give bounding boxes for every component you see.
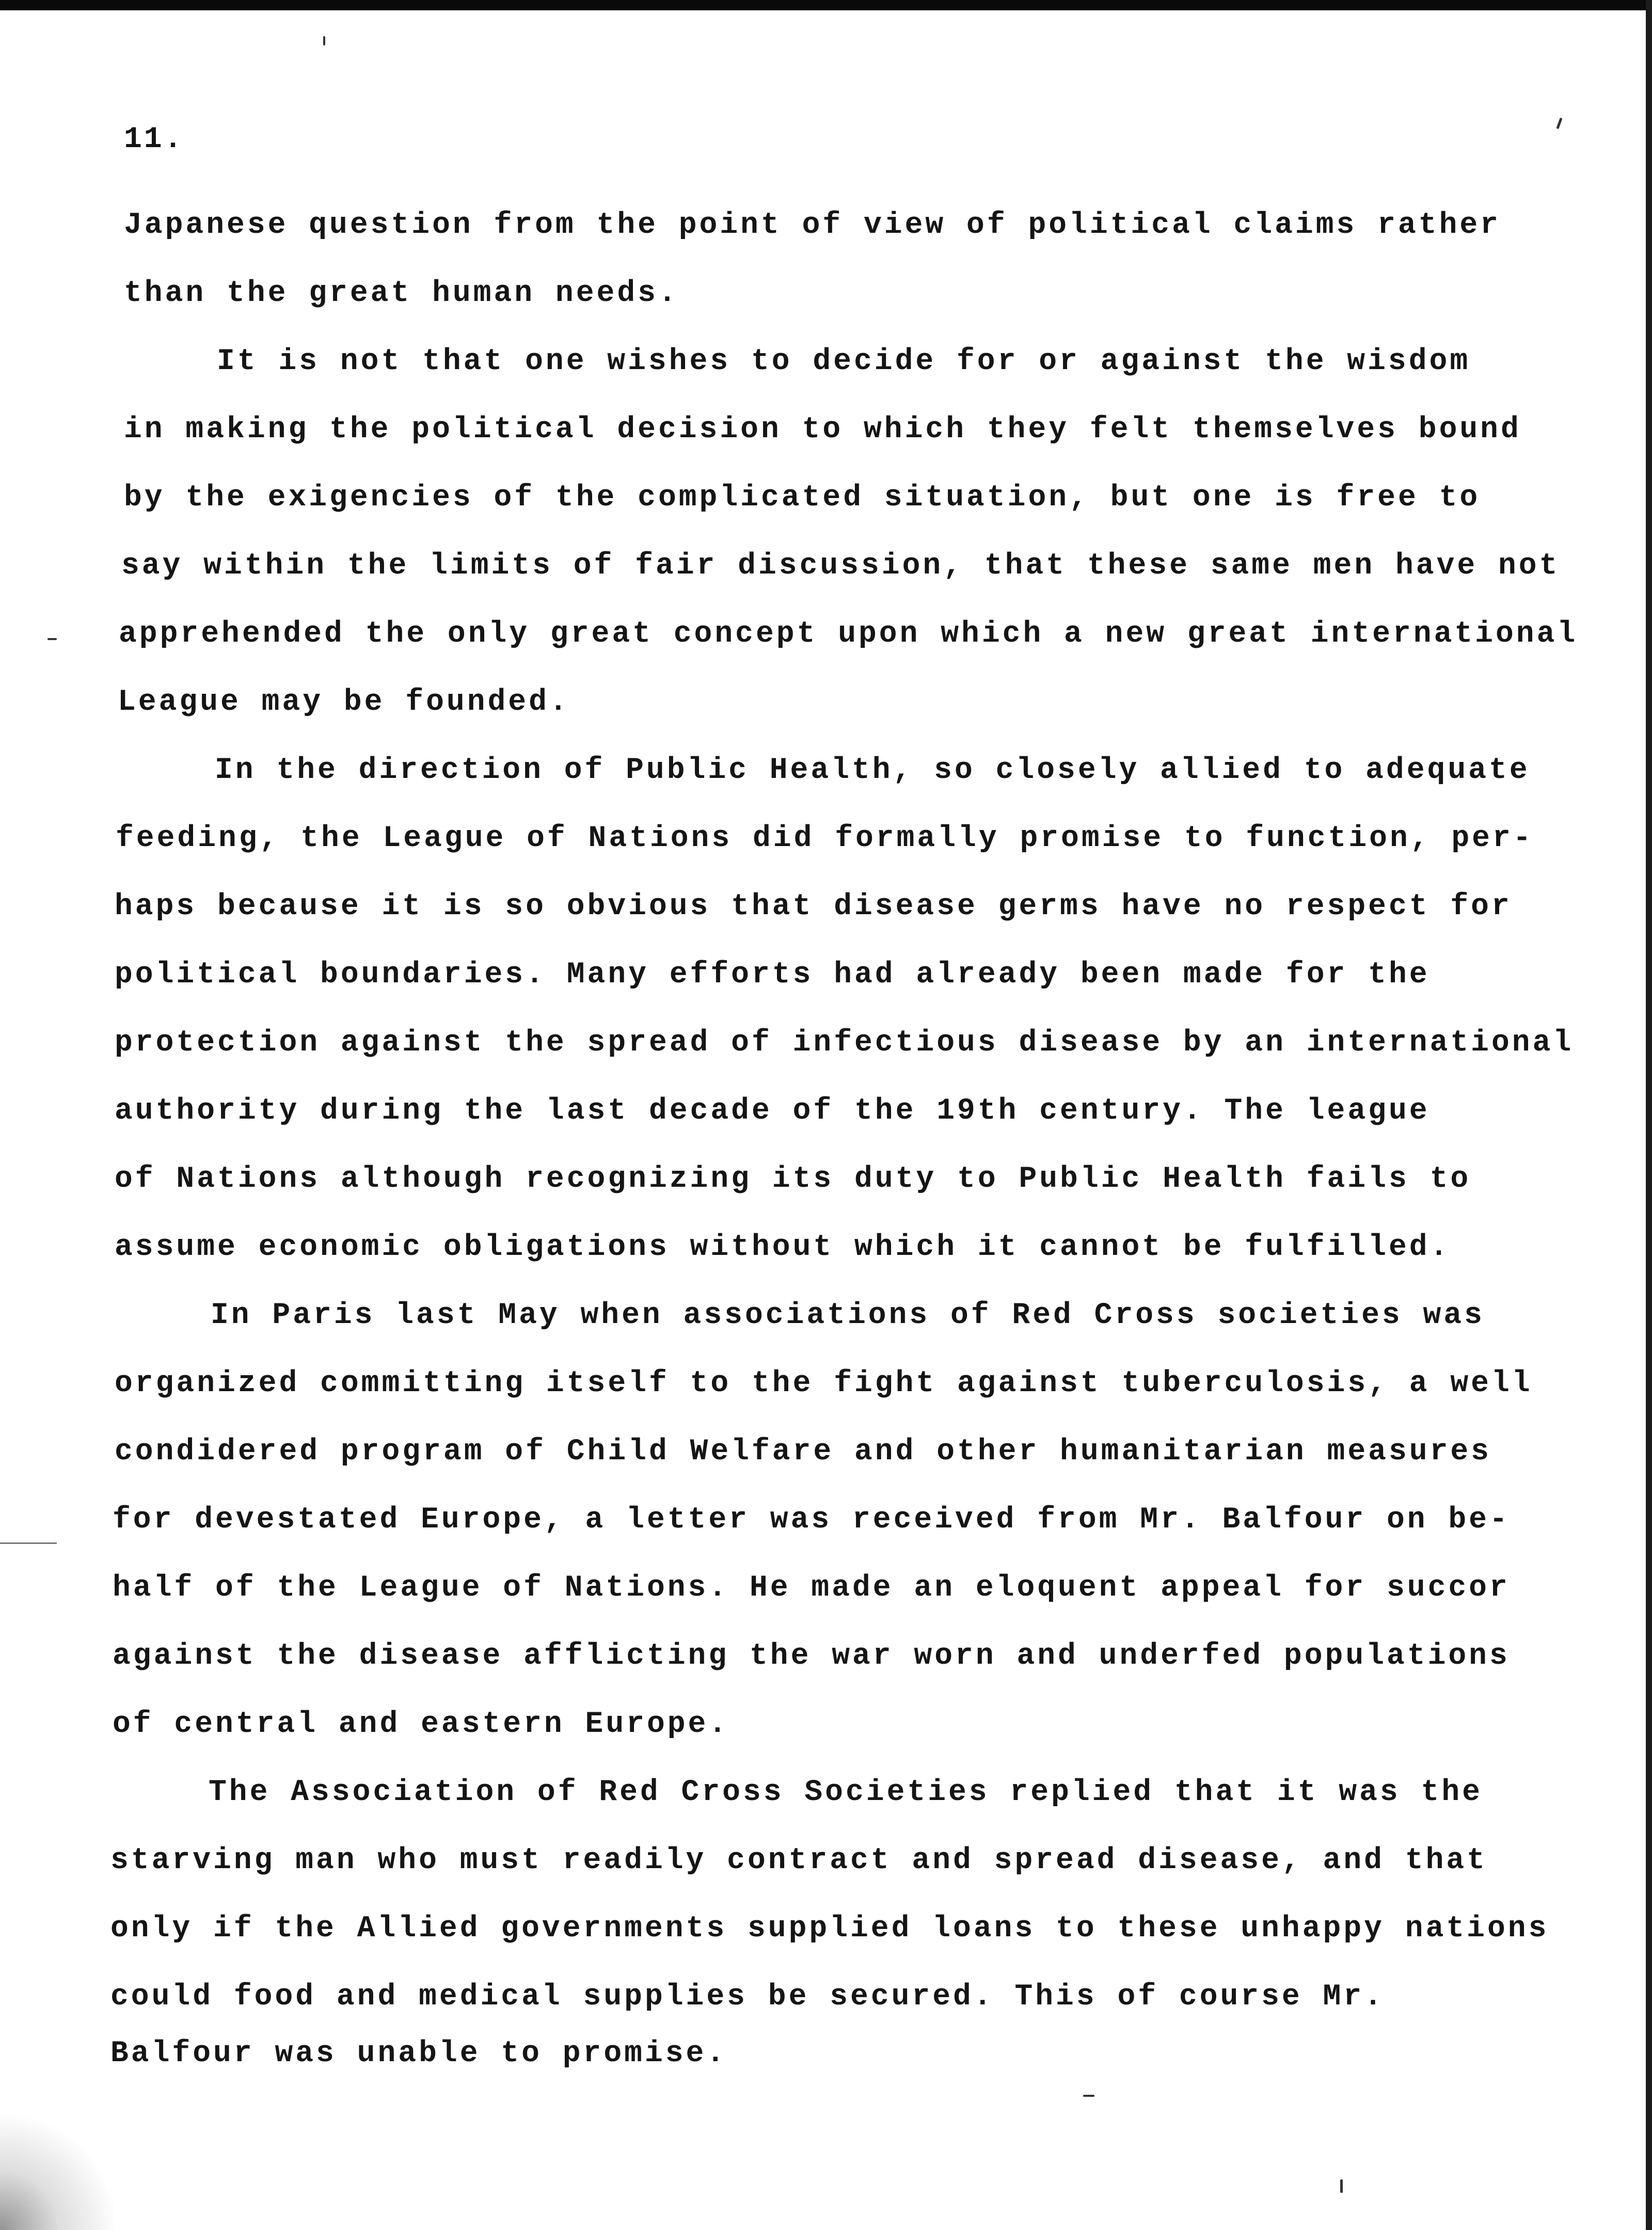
- text-line: of central and eastern Europe.: [113, 1708, 729, 1741]
- text-line: against the disease afflicting the war worn and underfed populations: [113, 1639, 1510, 1673]
- text-line: haps because it is so obvious that disease germs have no respect for: [115, 890, 1512, 923]
- text-line: only if the Allied governments supplied loans to these unhappy nations: [110, 1912, 1549, 1946]
- text-line: In the direction of Public Health, so closely allied to adequate: [215, 754, 1530, 787]
- text-line: than the great human needs.: [124, 277, 679, 310]
- text-line: half of the League of Nations. He made an eloquent appeal for succor: [113, 1571, 1510, 1605]
- text-line: starving man who must readily contract and spread disease, and that: [110, 1844, 1487, 1877]
- text-line: could food and medical supplies be secured. This of course Mr.: [110, 1980, 1385, 2014]
- text-line: political boundaries. Many efforts had already been made for the: [115, 958, 1430, 992]
- text-line: In Paris last May when associations of Red Cross societies was: [211, 1299, 1485, 1332]
- text-line: feeding, the League of Nations did formally promise to function, per-: [116, 822, 1534, 855]
- text-line: condidered program of Child Welfare and other humanitarian measures: [115, 1435, 1491, 1469]
- text-line: It is not that one wishes to decide for or against the wisdom: [217, 345, 1471, 378]
- text-line: apprehended the only great concept upon which a new great international: [119, 617, 1578, 651]
- text-line: say within the limits of fair discussion, that these same men have not: [121, 549, 1560, 583]
- page-number: 11.: [124, 123, 184, 156]
- text-line: of Nations although recognizing its duty to Public Health fails to: [115, 1162, 1471, 1196]
- text-line: in making the political decision to which they felt themselves bound: [124, 413, 1521, 447]
- text-line: assume economic obligations without which it cannot be fulfilled.: [115, 1231, 1451, 1264]
- text-line: by the exigencies of the complicated situation, but one is free to: [124, 481, 1481, 515]
- text-line: for devestated Europe, a letter was received from Mr. Balfour on be-: [113, 1503, 1510, 1537]
- text-line: The Association of Red Cross Societies replied that it was the: [209, 1776, 1483, 1809]
- text-line: organized committing itself to the fight against tuberculosis, a well: [115, 1367, 1533, 1400]
- text-line: League may be founded.: [118, 686, 570, 719]
- text-line: Japanese question from the point of view of political claims rather: [124, 209, 1501, 242]
- text-line: authority during the last decade of the 19th century. The league: [115, 1094, 1430, 1128]
- text-line: protection against the spread of infectious disease by an international: [115, 1026, 1574, 1060]
- text-line: Balfour was unable to promise.: [110, 2037, 727, 2070]
